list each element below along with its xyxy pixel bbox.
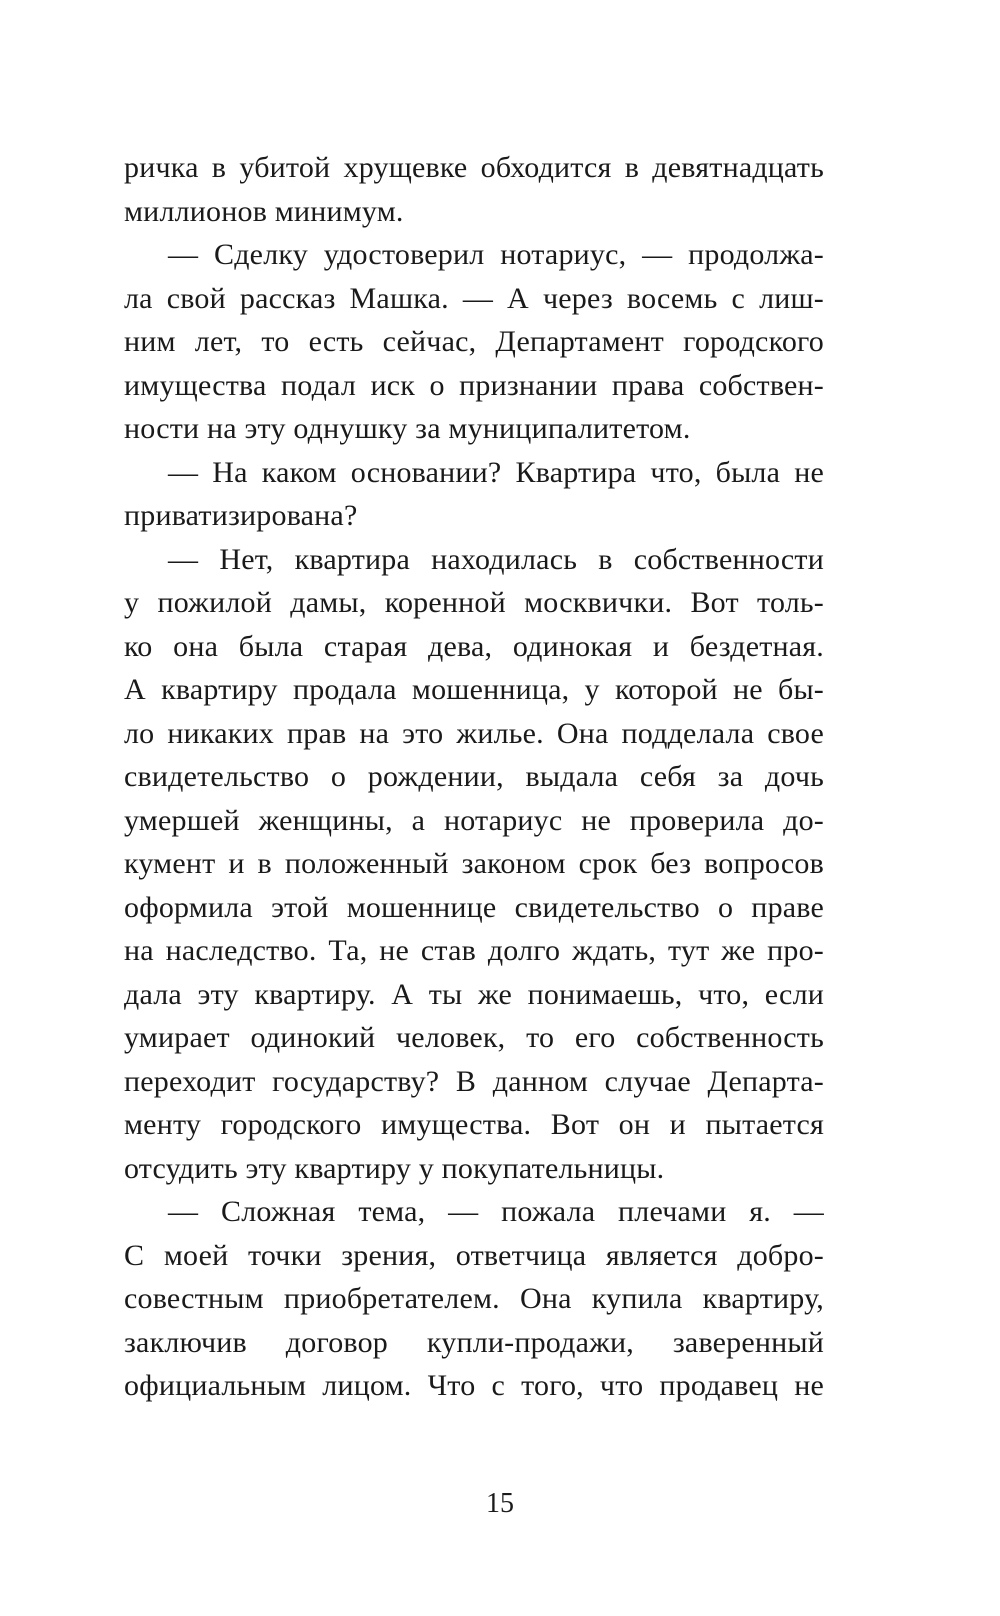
- text-line: приватизирована?: [124, 499, 358, 532]
- text-line: — Сделку удостоверил нотариус, — продолжа-: [168, 238, 824, 271]
- text-line: — На каком основании? Квартира что, была не: [168, 455, 824, 489]
- text-line: совестным приобретателем. Она купила квартиру,: [124, 1282, 824, 1315]
- text-line: имущества подал иск о признании права собствен-: [124, 368, 824, 402]
- text-line: А квартиру продала мошенница, у которой не бы-: [124, 673, 824, 706]
- text-line: умершей женщины, а нотариус не проверила до-: [124, 803, 824, 837]
- text-line: ко она была старая дева, одинокая и бездетная.: [124, 629, 824, 663]
- page-number: 15: [486, 1488, 514, 1519]
- text-line: ла свой рассказ Машка. — А через восемь с лиш-: [124, 281, 824, 315]
- text-line: — Сложная тема, — пожала плечами я. —: [168, 1195, 824, 1228]
- text-line: официальным лицом. Что с того, что продавец не: [124, 1369, 824, 1402]
- text-line: менту городского имущества. Вот он и пытается: [124, 1108, 824, 1141]
- text-line: ло никаких прав на это жилье. Она подделала свое: [124, 716, 824, 750]
- text-line: у пожилой дамы, коренной москвички. Вот толь-: [124, 586, 824, 619]
- text-line: ним лет, то есть сейчас, Департамент городского: [124, 325, 824, 358]
- text-line: миллионов минимум.: [124, 194, 404, 228]
- text-line: ричка в убитой хрущевке обходится в девятнадцать: [124, 151, 824, 184]
- text-line: переходит государству? В данном случае Департа-: [124, 1064, 824, 1098]
- text-line: — Нет, квартира находилась в собственности: [168, 542, 824, 576]
- text-line: С моей точки зрения, ответчица является добро-: [124, 1238, 824, 1272]
- text-line: на наследство. Та, не став долго ждать, тут же про-: [124, 934, 824, 967]
- text-line: кумент и в положенный законом срок без вопросов: [124, 847, 824, 880]
- text-line: дала эту квартиру. А ты же понимаешь, что, если: [124, 977, 824, 1011]
- text-line: ности на эту однушку за муниципалитетом.: [124, 412, 691, 445]
- text-line: отсудить эту квартиру у покупательницы.: [124, 1151, 665, 1185]
- text-line: свидетельство о рождении, выдала себя за дочь: [124, 760, 824, 793]
- body-text: [124, 146, 824, 1408]
- text-line: заключив договор купли-продажи, заверенный: [124, 1325, 824, 1359]
- text-line: оформила этой мошеннице свидетельство о праве: [124, 890, 824, 924]
- text-line: умирает одинокий человек, то его собственность: [124, 1021, 824, 1054]
